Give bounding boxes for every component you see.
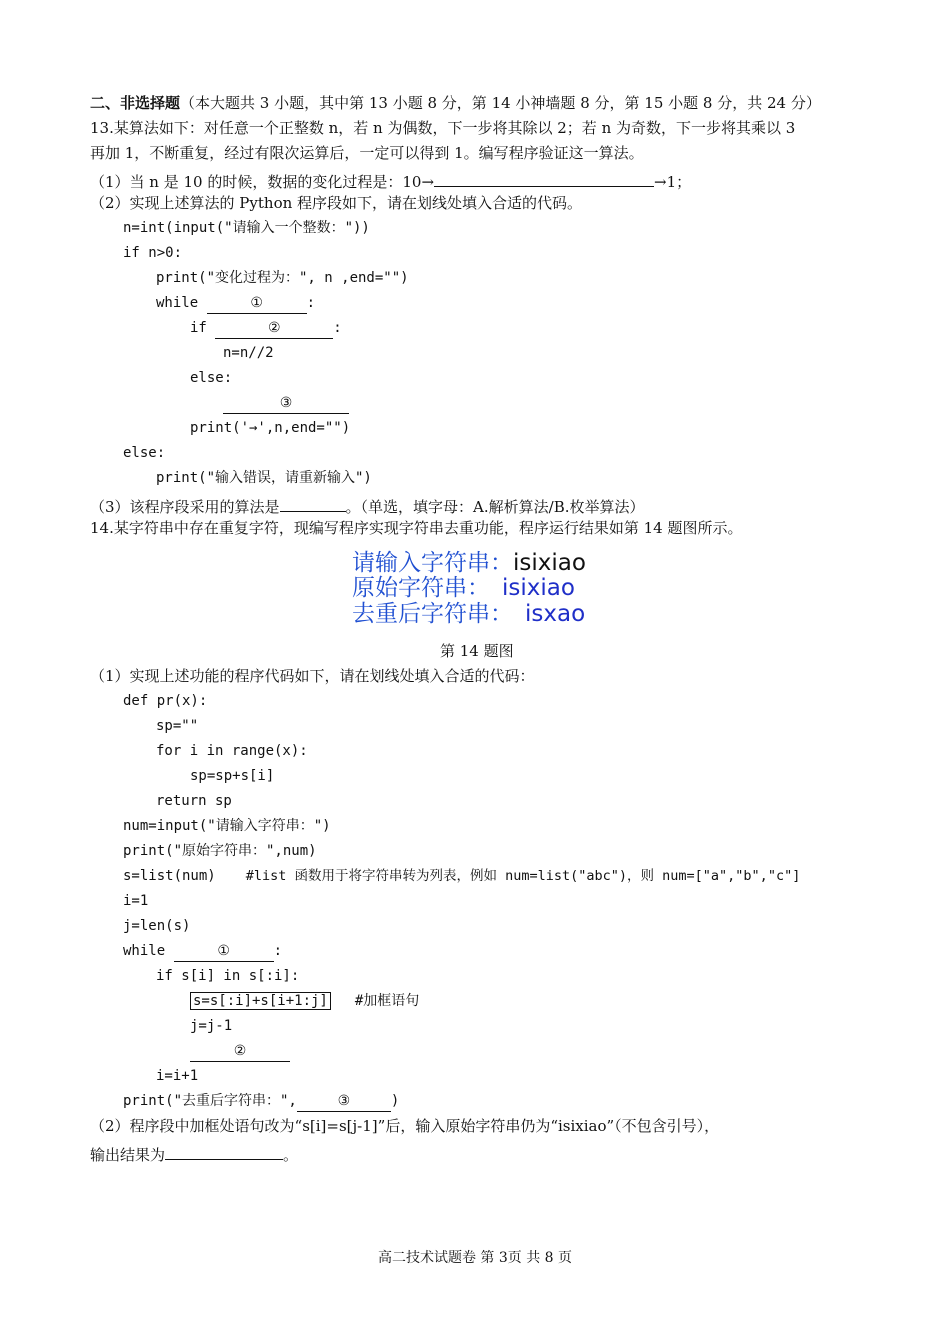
q13-code-line: else: xyxy=(123,445,166,461)
q14-code-print: print("去重后字符串：", xyxy=(123,1093,297,1109)
q14-figure-row xyxy=(352,601,585,627)
q14-figure-row xyxy=(352,575,575,601)
q14-code-stmt: s=list(num) xyxy=(123,868,216,884)
q13-part1 xyxy=(90,167,691,189)
q13-code-line: n=n//2 xyxy=(223,345,274,361)
q13-code-line: n=int(input("请输入一个整数：")) xyxy=(123,220,370,236)
q14-code-line xyxy=(123,940,282,962)
q14-code-while: while xyxy=(123,943,166,959)
q14-figure-caption: 第 14 题图 xyxy=(440,642,514,660)
q13-part1-answer-blank[interactable] xyxy=(434,167,654,187)
q14-part2-prefix: 输出结果为 xyxy=(90,1146,166,1164)
q14-blank-1[interactable]: ① xyxy=(174,942,274,962)
figure-label: 请输入字符串： xyxy=(352,550,513,576)
q14-part2-answer-blank[interactable] xyxy=(165,1140,283,1160)
q14-stem: 14.某字符串中存在重复字符，现编写程序实现字符串去重功能，程序运行结果如第 14 题图所示。 xyxy=(90,519,743,537)
q13-part1-prefix: （1）当 n 是 10 的时候，数据的变化过程是：10→ xyxy=(90,173,435,191)
q14-code-line: j=len(s) xyxy=(123,918,191,934)
q13-part1-suffix: →1； xyxy=(654,173,692,191)
page-footer: 高二技术试题卷 第 3页 共 8 页 xyxy=(377,1250,573,1266)
q13-code-line: print('→',n,end="") xyxy=(190,420,351,436)
q13-blank-2[interactable]: ② xyxy=(215,319,333,339)
q14-code-line: num=input("请输入字符串：") xyxy=(123,818,331,834)
q14-code-line: if s[i] in s[:i]: xyxy=(156,968,300,984)
figure-label: 去重后字符串： xyxy=(352,601,513,627)
q13-stem-line2: 再加 1，不断重复，经过有限次运算后，一定可以得到 1。编写程序验证这一算法。 xyxy=(90,144,644,162)
q14-code-line: i=1 xyxy=(123,893,149,909)
colon: : xyxy=(306,295,316,311)
q14-boxed-statement: s=s[:i]+s[i+1:j] xyxy=(190,992,331,1010)
q14-figure-row xyxy=(352,550,586,576)
colon: : xyxy=(333,320,342,336)
q13-code-line: if n>0: xyxy=(123,245,183,261)
q13-code-line xyxy=(156,292,315,314)
q13-code-line xyxy=(223,392,349,414)
q14-code-close-paren: ) xyxy=(390,1093,400,1109)
q13-code-if: if xyxy=(190,320,207,336)
q14-blank-2[interactable]: ② xyxy=(190,1042,290,1062)
figure-value: isixiao xyxy=(513,550,586,576)
q14-code-line xyxy=(190,990,419,1012)
q14-code-line: print("原始字符串：",num) xyxy=(123,843,317,859)
q14-part2-suffix: 。 xyxy=(283,1146,299,1164)
q14-part2-line1: （2）程序段中加框处语句改为“s[i]=s[j-1]”后，输入原始字符串仍为“isixiao”（不包含引号）， xyxy=(90,1117,720,1135)
q14-code-comment: #加框语句 xyxy=(354,993,420,1009)
q13-part3-answer-blank[interactable] xyxy=(280,492,346,512)
section-header xyxy=(90,92,821,114)
q14-code-line: i=i+1 xyxy=(156,1068,199,1084)
q14-code-line: def pr(x): xyxy=(123,693,208,709)
q14-code-line: sp="" xyxy=(156,718,199,734)
figure-value: isxao xyxy=(525,601,586,627)
figure-value: isixiao xyxy=(502,575,575,601)
q14-code-line: for i in range(x): xyxy=(156,743,308,759)
q14-code-line: j=j-1 xyxy=(190,1018,233,1034)
q13-blank-1[interactable]: ① xyxy=(207,294,307,314)
q14-code-line xyxy=(123,865,800,887)
section-title: 二、非选择题 xyxy=(90,94,181,112)
q14-code-line xyxy=(123,1090,399,1112)
q13-code-while: while xyxy=(156,295,199,311)
q13-part3 xyxy=(90,492,645,514)
q14-code-comment: #list 函数用于将字符串转为列表，例如 num=list("abc")，则 num=["a","b","c"] xyxy=(245,868,801,884)
q13-part2: （2）实现上述算法的 Python 程序段如下，请在划线处填入合适的代码。 xyxy=(90,194,583,212)
q14-blank-3[interactable]: ③ xyxy=(297,1092,391,1112)
q14-part1: （1）实现上述功能的程序代码如下，请在划线处填入合适的代码： xyxy=(90,667,535,685)
q13-part3-prefix: （3）该程序段采用的算法是 xyxy=(90,498,280,516)
section-intro: （本大题共 3 小题，其中第 13 小题 8 分，第 14 小神墙题 8 分，第 15 小题 8 分，共 24 分） xyxy=(180,94,821,112)
q13-code-line: else: xyxy=(190,370,233,386)
q13-code-line: print("变化过程为：", n ,end="") xyxy=(156,270,409,286)
q13-code-line: print("输入错误，请重新输入") xyxy=(156,470,372,486)
colon: : xyxy=(273,943,283,959)
q14-code-line: sp=sp+s[i] xyxy=(190,768,275,784)
figure-label: 原始字符串： xyxy=(352,575,490,601)
q14-part2-line2 xyxy=(90,1140,298,1162)
q13-stem-line1: 13.某算法如下：对任意一个正整数 n，若 n 为偶数，下一步将其除以 2；若 n 为奇数，下一步将其乘以 3 xyxy=(90,119,796,137)
q13-code-line xyxy=(190,317,342,339)
q14-code-line: return sp xyxy=(156,793,232,809)
q13-blank-3[interactable]: ③ xyxy=(223,394,349,414)
q14-code-line xyxy=(190,1040,290,1062)
q13-part3-suffix: 。（单选，填字母：A.解析算法/B.枚举算法） xyxy=(345,498,645,516)
